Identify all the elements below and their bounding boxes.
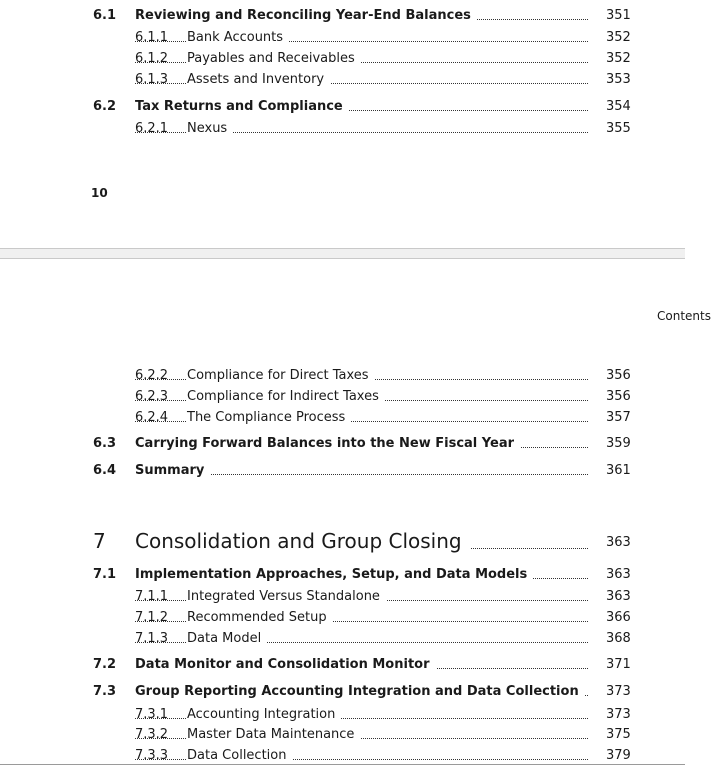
- entry-title: Data Model: [187, 632, 267, 645]
- entry-number: 7.3.3: [135, 748, 169, 763]
- entry-page: 361: [606, 463, 631, 478]
- toc-entry[interactable]: [0, 6, 685, 26]
- entry-title: Compliance for Indirect Taxes: [187, 390, 385, 403]
- entry-number: 7.1.3: [135, 631, 169, 646]
- entry-title: Implementation Approaches, Setup, and Data Models: [135, 568, 533, 581]
- entry-page: 353: [606, 72, 631, 87]
- entry-page: 352: [606, 51, 631, 66]
- toc-entry[interactable]: [0, 461, 685, 481]
- entry-page: 373: [606, 684, 631, 699]
- entry-title: Accounting Integration: [187, 708, 341, 721]
- entry-title: Data Monitor and Consolidation Monitor: [135, 658, 436, 671]
- entry-number: 7.3: [93, 684, 117, 699]
- entry-title: Recommended Setup: [187, 611, 333, 624]
- entry-number: 6.2.2: [135, 368, 169, 383]
- entry-number: 7.3.2: [135, 727, 169, 742]
- entry-title: Nexus: [187, 122, 233, 135]
- entry-title: Carrying Forward Balances into the New Fiscal Year: [135, 437, 520, 450]
- entry-title: Group Reporting Accounting Integration and Data Collection: [135, 685, 585, 698]
- entry-title: Data Collection: [187, 749, 292, 762]
- toc-entry[interactable]: [0, 655, 685, 675]
- toc-entry[interactable]: [0, 408, 685, 428]
- toc-entry[interactable]: [0, 434, 685, 454]
- page-separator: [0, 248, 685, 259]
- toc-entry[interactable]: [0, 119, 685, 139]
- entry-page: 363: [606, 535, 631, 550]
- entry-number: 6.1.3: [135, 72, 169, 87]
- entry-page: 357: [606, 410, 631, 425]
- entry-number: 7.2: [93, 657, 117, 672]
- entry-number: 6.2: [93, 99, 117, 114]
- toc-entry[interactable]: [0, 28, 685, 48]
- toc-entry[interactable]: [0, 587, 685, 607]
- entry-title: Reviewing and Reconciling Year-End Balances: [135, 9, 477, 22]
- entry-number: 6.1.2: [135, 51, 169, 66]
- toc-entry[interactable]: [0, 387, 685, 407]
- entry-title: Bank Accounts: [187, 31, 289, 44]
- toc-entry[interactable]: [0, 682, 685, 702]
- entry-title: Summary: [135, 464, 210, 477]
- entry-number: 6.4: [93, 463, 117, 478]
- toc-entry[interactable]: [0, 629, 685, 649]
- toc-entry[interactable]: [0, 366, 685, 386]
- entry-page: 356: [606, 368, 631, 383]
- toc-entry[interactable]: [0, 746, 685, 766]
- entry-page: 363: [606, 589, 631, 604]
- entry-number: 6.2.1: [135, 121, 169, 136]
- toc-entry[interactable]: [0, 725, 685, 745]
- entry-page: 368: [606, 631, 631, 646]
- running-head: Contents: [657, 309, 711, 323]
- entry-number: 7.3.1: [135, 707, 169, 722]
- entry-number: 6.1: [93, 8, 117, 23]
- entry-title: Master Data Maintenance: [187, 728, 360, 741]
- entry-title: Compliance for Direct Taxes: [187, 369, 375, 382]
- entry-number: 7.1.2: [135, 610, 169, 625]
- entry-page: 354: [606, 99, 631, 114]
- entry-number: 6.2.3: [135, 389, 169, 404]
- toc-entry[interactable]: [0, 49, 685, 69]
- entry-page: 379: [606, 748, 631, 763]
- entry-title: Integrated Versus Standalone: [187, 590, 386, 603]
- entry-title: Assets and Inventory: [187, 73, 330, 86]
- entry-title: Payables and Receivables: [187, 52, 361, 65]
- page-bottom-edge: [0, 764, 685, 765]
- toc-entry[interactable]: [0, 705, 685, 725]
- entry-title: The Compliance Process: [187, 411, 351, 424]
- entry-page: 359: [606, 436, 631, 451]
- entry-page: 363: [606, 567, 631, 582]
- entry-page: 351: [606, 8, 631, 23]
- entry-page: 371: [606, 657, 631, 672]
- toc-page-bottom: [0, 259, 711, 766]
- entry-page: 352: [606, 30, 631, 45]
- chapter-title: Consolidation and Group Closing: [135, 531, 470, 551]
- toc-entry[interactable]: [0, 97, 685, 117]
- entry-number: 7.1.1: [135, 589, 169, 604]
- toc-entry[interactable]: [0, 565, 685, 585]
- toc-page-top: [0, 0, 685, 248]
- entry-page: 366: [606, 610, 631, 625]
- entry-title: Tax Returns and Compliance: [135, 100, 349, 113]
- entry-page: 355: [606, 121, 631, 136]
- entry-page: 373: [606, 707, 631, 722]
- entry-page: 375: [606, 727, 631, 742]
- entry-number: 6.3: [93, 436, 117, 451]
- entry-number: 7.1: [93, 567, 117, 582]
- toc-chapter-entry[interactable]: [0, 531, 685, 557]
- toc-entry[interactable]: [0, 70, 685, 90]
- toc-entry[interactable]: [0, 608, 685, 628]
- page-folio: 10: [91, 186, 108, 200]
- entry-number: 6.1.1: [135, 30, 169, 45]
- entry-number: 6.2.4: [135, 410, 169, 425]
- chapter-number: 7: [93, 529, 106, 553]
- entry-page: 356: [606, 389, 631, 404]
